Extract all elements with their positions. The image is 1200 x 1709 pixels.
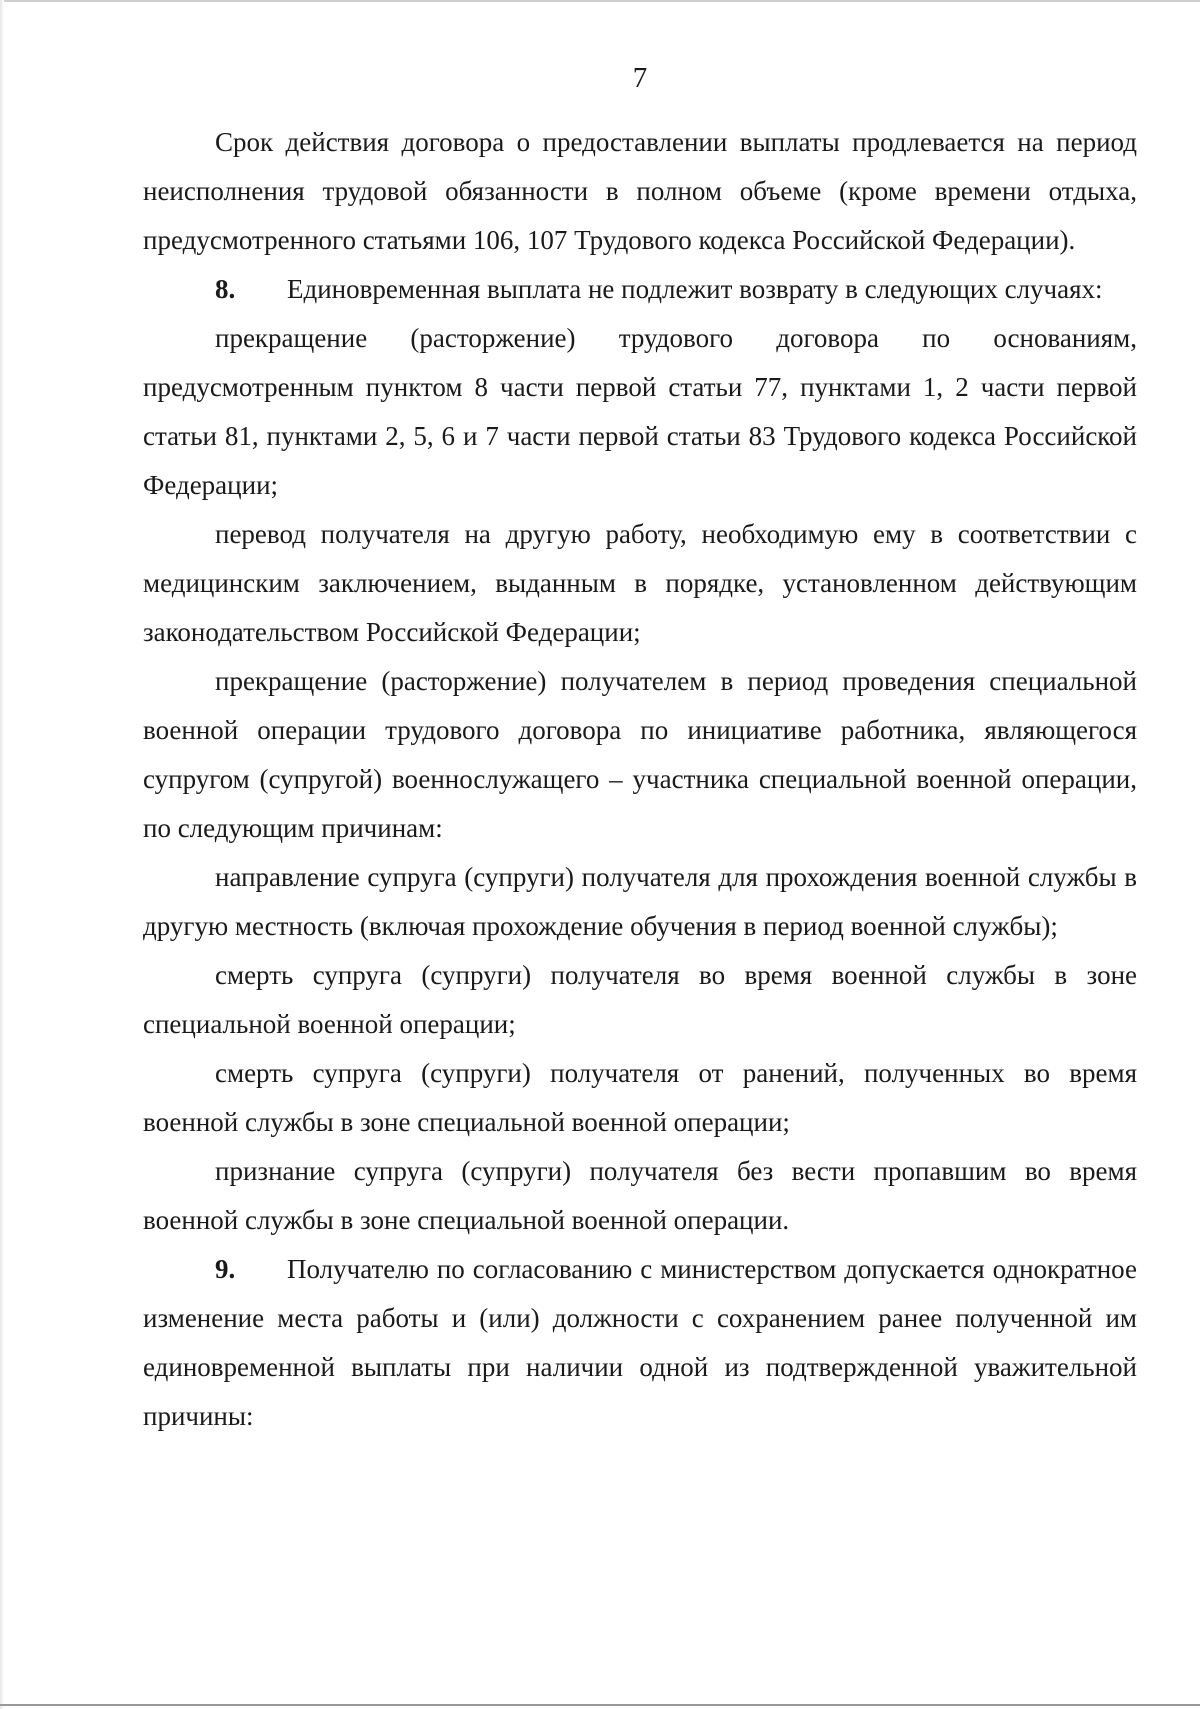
paragraph-8 [143, 265, 1137, 314]
list-item-medical-transfer [143, 510, 1137, 657]
paragraph-number: 9. [215, 1254, 236, 1284]
paragraph-text: прекращение (расторжение) получателем в период проведения специальной военной операции трудового договора по инициативе работника, являющегося супругом (супругой) военнослужащего – участника специальной военной операции, по следующим причинам: [143, 666, 1137, 843]
paragraph-text: прекращение (расторжение) трудового договора по основаниям, предусмотренным пунктом 8 части первой статьи 77, пунктами 1, 2 части первой статьи 81, пунктами 2, 5, 6 и 7 части первой статьи 83 Трудового кодекса Российской Федерации; [143, 323, 1137, 500]
paragraph-text: смерть супруга (супруги) получателя от ранений, полученных во время военной службы в зоне специальной военной операции; [143, 1058, 1137, 1137]
page-number: 7 [632, 62, 648, 94]
paragraph-text: Получателю по согласованию с министерством допускается однократное изменение места работы и (или) должности с сохранением ранее полученной им единовременной выплаты при наличии одной из подтвержденной уважительной причины: [143, 1254, 1137, 1431]
document-body [143, 118, 1137, 1441]
list-item-spouse-relocation [143, 853, 1137, 951]
paragraph-text: направление супруга (супруги) получателя для прохождения военной службы в другую местность (включая прохождение обучения в период военной службы); [143, 862, 1137, 941]
paragraph-text: перевод получателя на другую работу, необходимую ему в соответствии с медицинским заключением, выданным в порядке, установленном действующим законодательством Российской Федерации; [143, 519, 1137, 647]
list-item-spouse-death-wounds [143, 1049, 1137, 1147]
list-item-spouse-death [143, 951, 1137, 1049]
scan-top-edge [0, 0, 1200, 2]
scan-left-edge [0, 0, 4, 1709]
paragraph-text: Срок действия договора о предоставлении выплаты продлевается на период неисполнения трудовой обязанности в полном объеме (кроме времени отдыха, предусмотренного статьями 106, 107 Трудового кодекса Российской Федерации). [143, 127, 1137, 255]
scan-bottom-edge [0, 1704, 1200, 1706]
list-item-termination-grounds [143, 314, 1137, 510]
list-item-spouse-termination [143, 657, 1137, 853]
paragraph-number: 8. [215, 274, 236, 304]
paragraph-contract-term [143, 118, 1137, 265]
paragraph-text: смерть супруга (супруги) получателя во время военной службы в зоне специальной военной операции; [143, 960, 1137, 1039]
paragraph-text: Единовременная выплата не подлежит возврату в следующих случаях: [287, 274, 1103, 304]
paragraph-9 [143, 1245, 1137, 1441]
paragraph-text: признание супруга (супруги) получателя без вести пропавшим во время военной службы в зоне специальной военной операции. [143, 1156, 1137, 1235]
list-item-spouse-missing [143, 1147, 1137, 1245]
